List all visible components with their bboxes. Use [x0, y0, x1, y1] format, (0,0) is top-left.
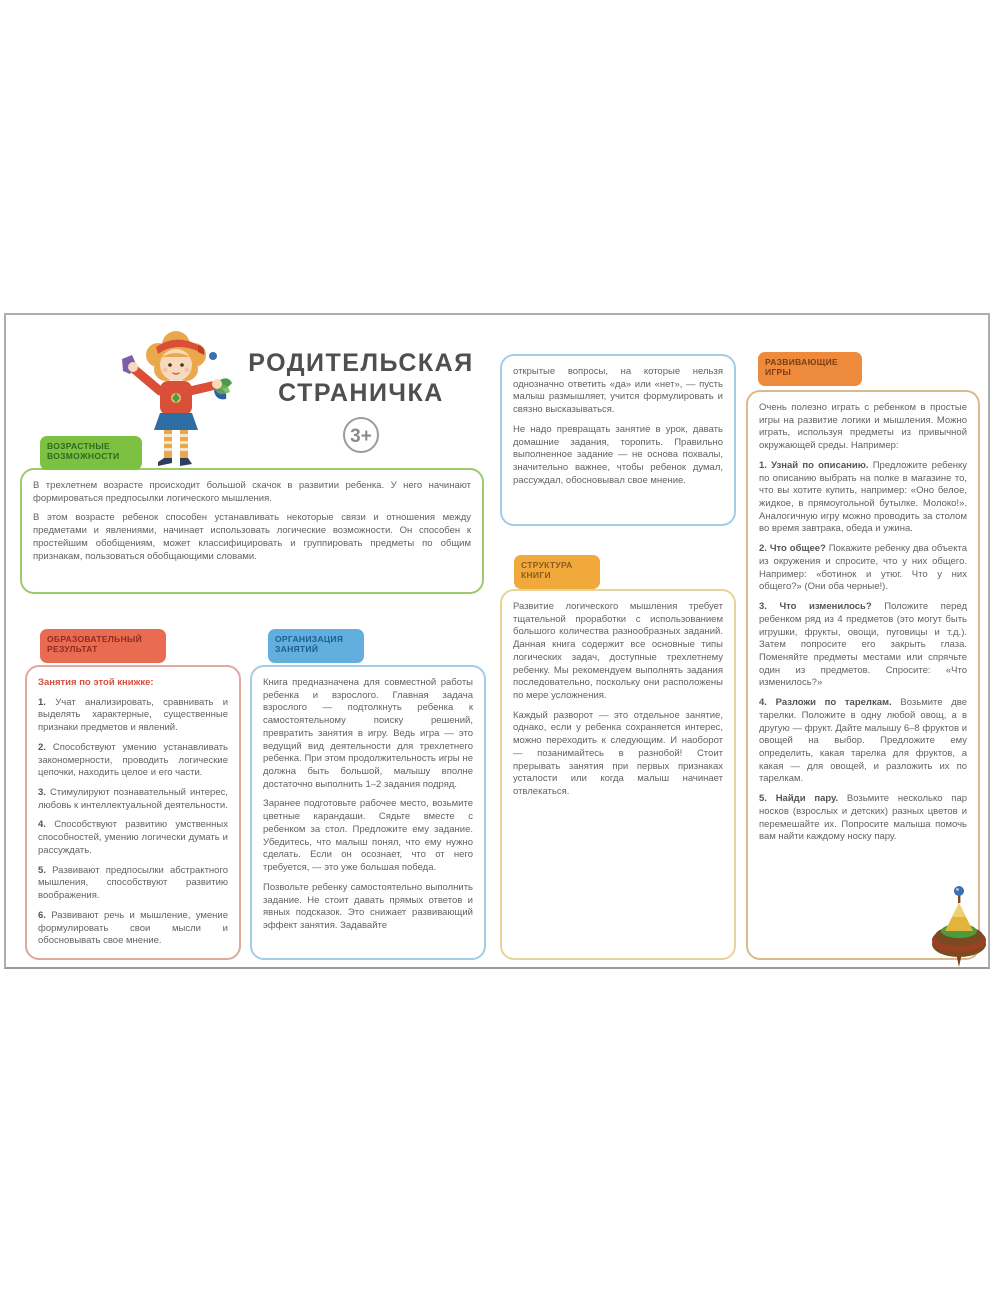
list-item: 2. Способствуют умению устанавливать закономерности, проводить логические цепочки, находить целое и его части.	[38, 741, 228, 779]
list-item: 2. Что общее? Покажите ребенку два объекта из окружения и спросите, что у них общего. Например: «ботинок и утюг. Что у них общего?» (Они оба черные!).	[759, 543, 967, 593]
paragraph: В этом возрасте ребенок способен устанавливать некоторые связи и отношения между предметами и явлениями, начинает использовать логические возможности. Он способен к простейшим обобщениям, может классифицировать и группировать предметы по общим признакам, пользоваться обобщающими словами.	[33, 512, 471, 562]
list-item: 6. Развивают речь и мышление, умение формулировать свои мысли и обосновывать свое мнение.	[38, 909, 228, 947]
paragraph: Развитие логического мышления требует тщательной проработки с использованием большого количества разнообразных заданий. Данная книга содержит все основные типы логических задач, доступные трехлетнему ребенку. Мы рекомендуем выполнять задания последовательно, поскольку они расположены по мере усложнения.	[513, 601, 723, 702]
games-intro: Очень полезно играть с ребенком в простые игры на развитие логики и мышления. Можно играть, используя предметы из привычной окружающей среды. Например:	[759, 402, 967, 452]
box-organization	[250, 665, 486, 960]
list-item: 4. Способствуют развитию умственных способностей, умению логически думать и рассуждать.	[38, 819, 228, 856]
spinning-top-illustration	[928, 883, 990, 969]
list-item: 3. Что изменилось? Положите перед ребенком ряд из 4 предметов (это могут быть игрушки, фрукты, овощи, пуговицы и т.д.). Затем попросите его закрыть глаза. Поменяйте предметы местами или спрячьте один из предметов. Спросите: «Что изменилось?»	[759, 601, 968, 689]
paragraph: Позвольте ребенку самостоятельно выполнить задание. Не стоит давать прямых ответов и явных подсказок. Это снижает развивающий эффект занятия. Задавайте	[263, 881, 473, 931]
paragraph: открытые вопросы, на которые нельзя однозначно ответить «да» или «нет», — пусть малыш размышляет, учится формулировать и связно высказываться.	[513, 366, 723, 416]
edu-result-heading: Занятия по этой книжке:	[38, 677, 154, 688]
paragraph: Каждый разворот — это отдельное занятие, однако, если у ребенка сохраняется интерес, можно переходить к следующим. И наоборот — позанимайтесь в разнобой! Стоит прерывать занятия при первых признаках усталости или когда малыш начинает отвлекаться.	[513, 709, 723, 798]
paragraph: Заранее подготовьте рабочее место, возьмите цветные карандаши. Сядьте вместе с ребенком за стол. Предложите ему задание. Убедитесь, что малыш понял, что ему нужно сделать. Если он осознает, что от него требуется, — это уже большая победа.	[263, 798, 473, 874]
box-age-abilities	[20, 468, 484, 594]
girl-illustration	[114, 329, 242, 471]
list-item: 1. Учат анализировать, сравнивать и выделять характерные, существенные признаки предметов и явлений.	[38, 696, 229, 734]
tab-edu-result: ОБРАЗОВАТЕЛЬНЫЙ РЕЗУЛЬТАТ	[40, 629, 166, 663]
box-organization-continued	[500, 354, 736, 526]
page-title-block	[234, 349, 488, 453]
tab-age-abilities: ВОЗРАСТНЫЕ ВОЗМОЖНОСТИ	[40, 436, 142, 470]
list-item: 1. Узнай по описанию. Предложите ребенку по описанию выбрать на полке в магазине то, что вы хотите купить, например: «Оно белое, жидкое, в прямоугольной бутылке. Молоко!». Аналогичную игру можно проводить за столом во время завтрака, обеда и ужина.	[759, 459, 968, 535]
tab-book-structure: СТРУКТУРА КНИГИ	[514, 555, 600, 589]
paragraph: В трехлетнем возрасте происходит большой скачок в развитии ребенка. У него начинают формироваться предпосылки логического мышления.	[33, 480, 471, 504]
box-book-structure	[500, 589, 736, 960]
list-item: 5. Найди пару. Возьмите несколько пар носков (взрослых и детских) разных цветов и перемешайте их. Попросите малыша помочь вам найти каждому носку пару.	[759, 793, 968, 843]
paragraph: Книга предназначена для совместной работы ребенка и взрослого. Главная задача взрослого — подтолкнуть ребенка к самостоятельному поиску решений, превратить занятия в игру. Ведь игра — это ведущий вид деятельности для трехлетнего ребенка. При этом продолжительность игры не должна быть большой, малышу вполне достаточно выполнить 1–2 задания подряд.	[263, 677, 473, 790]
list-item: 4. Разложи по тарелкам. Возьмите две тарелки. Положите в одну любой овощ, а в другую — фрукт. Дайте малышу 6–8 фруктов и овощей на выбор. Предложите ему определить, какая тарелка для фруктов, а какая — для овощей, и разложить их по тарелкам.	[759, 697, 968, 785]
list-item: 5. Развивают предпосылки абстрактного мышления, способствуют развитию воображения.	[38, 864, 228, 902]
page-title: РОДИТЕЛЬСКАЯ СТРАНИЧКА	[248, 349, 474, 407]
paragraph: Не надо превращать занятие в урок, давать домашние задания, торопить. Правильно выполненное задание — не основа похвалы, значительно важнее, чтобы ребенок думал, рассуждал, обосновывал свое мнение.	[513, 423, 723, 486]
box-edu-result	[25, 665, 241, 960]
age-badge: 3+	[343, 417, 379, 453]
tab-games: РАЗВИВАЮЩИЕ ИГРЫ	[758, 352, 862, 386]
box-games	[746, 390, 980, 960]
tab-organization: ОРГАНИЗАЦИЯ ЗАНЯТИЙ	[268, 629, 364, 663]
list-item: 3. Стимулируют познавательный интерес, любовь к интеллектуальной деятельности.	[38, 787, 229, 811]
page-frame	[4, 313, 990, 969]
